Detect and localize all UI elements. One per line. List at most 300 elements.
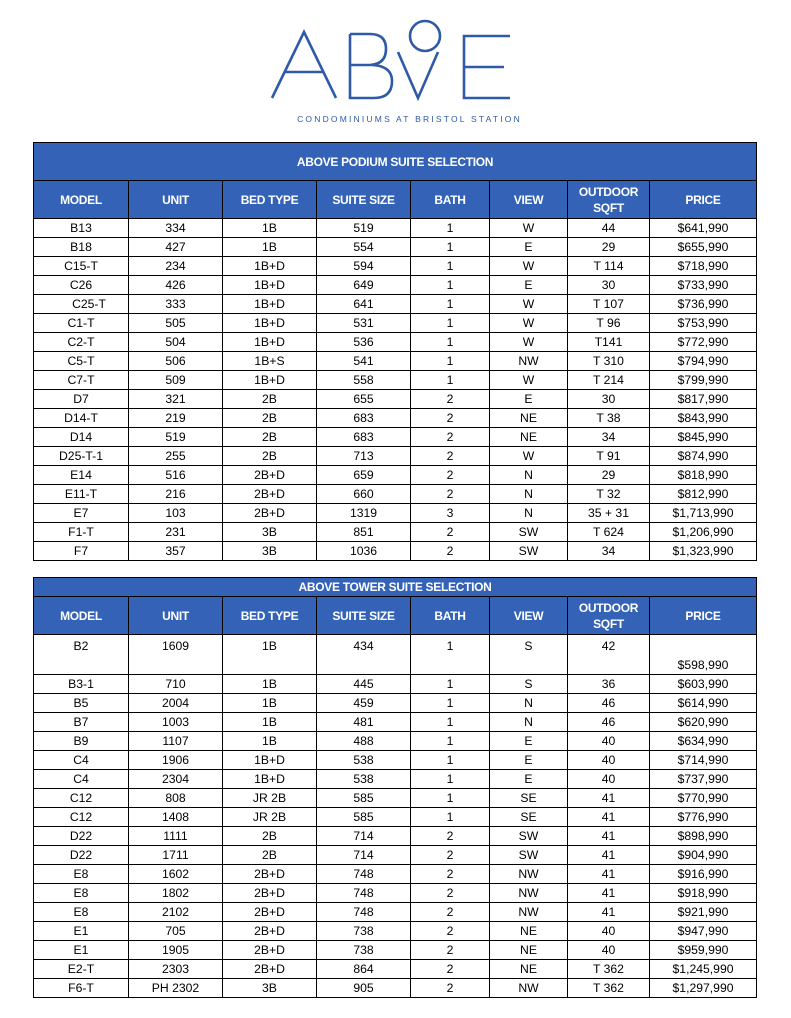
cell-bath: 2 <box>411 884 490 903</box>
cell-unit: 334 <box>129 219 223 238</box>
cell-view: SE <box>490 808 568 827</box>
cell-suite-size: 713 <box>317 447 411 466</box>
table-row <box>34 219 757 238</box>
cell-suite-size: 445 <box>317 675 411 694</box>
table-row <box>34 523 757 542</box>
table-row <box>34 447 757 466</box>
cell-bed-type: 1B <box>223 675 317 694</box>
cell-suite-size: 738 <box>317 922 411 941</box>
cell-suite-size: 649 <box>317 276 411 295</box>
cell-model: C15-T <box>34 257 129 276</box>
cell-bed-type: 2B+D <box>223 884 317 903</box>
cell-suite-size: 558 <box>317 371 411 390</box>
cell-view: E <box>490 276 568 295</box>
cell-view: W <box>490 219 568 238</box>
cell-unit: 219 <box>129 409 223 428</box>
cell-unit: 516 <box>129 466 223 485</box>
cell-bed-type: 2B <box>223 390 317 409</box>
cell-bath: 2 <box>411 846 490 865</box>
table-row <box>34 314 757 333</box>
tagline: CONDOMINIUMS AT BRISTOL STATION <box>297 114 522 124</box>
cell-view: N <box>490 485 568 504</box>
cell-unit: 1602 <box>129 865 223 884</box>
cell-outdoor-sqft: T 214 <box>568 371 650 390</box>
cell-bed-type: 1B <box>223 238 317 257</box>
cell-bath: 1 <box>411 808 490 827</box>
cell-price: $772,990 <box>650 333 757 352</box>
cell-suite-size: 594 <box>317 257 411 276</box>
col-view: VIEW <box>490 597 568 635</box>
cell-bath: 1 <box>411 751 490 770</box>
cell-unit: 1905 <box>129 941 223 960</box>
table-row <box>34 371 757 390</box>
col-outdoor-sqft <box>568 597 650 635</box>
cell-suite-size: 538 <box>317 751 411 770</box>
cell-bed-type: 2B+D <box>223 960 317 979</box>
cell-view: W <box>490 447 568 466</box>
cell-model: C25-T <box>34 295 129 314</box>
cell-bath: 1 <box>411 694 490 713</box>
col-model: MODEL <box>34 597 129 635</box>
cell-suite-size: 481 <box>317 713 411 732</box>
cell-view: N <box>490 713 568 732</box>
cell-bed-type: 1B <box>223 635 317 675</box>
cell-view: NW <box>490 903 568 922</box>
cell-bath: 1 <box>411 352 490 371</box>
cell-outdoor-sqft: T 114 <box>568 257 650 276</box>
cell-model: D22 <box>34 846 129 865</box>
cell-price: $817,990 <box>650 390 757 409</box>
cell-unit: 808 <box>129 789 223 808</box>
cell-model: F6-T <box>34 979 129 998</box>
cell-bath: 1 <box>411 295 490 314</box>
cell-suite-size: 531 <box>317 314 411 333</box>
cell-price: $776,990 <box>650 808 757 827</box>
cell-suite-size: 748 <box>317 884 411 903</box>
cell-unit: 255 <box>129 447 223 466</box>
cell-unit: 2303 <box>129 960 223 979</box>
col-view: VIEW <box>490 181 568 219</box>
cell-model: E8 <box>34 884 129 903</box>
table-row <box>34 713 757 732</box>
cell-suite-size: 714 <box>317 846 411 865</box>
cell-outdoor-sqft: 40 <box>568 751 650 770</box>
cell-view: SE <box>490 789 568 808</box>
cell-suite-size: 1036 <box>317 542 411 561</box>
col-bed-type: BED TYPE <box>223 597 317 635</box>
cell-price: $799,990 <box>650 371 757 390</box>
table-row <box>34 827 757 846</box>
table-row <box>34 903 757 922</box>
table-row <box>34 960 757 979</box>
col-bed-type: BED TYPE <box>223 181 317 219</box>
cell-model: B13 <box>34 219 129 238</box>
cell-view: SW <box>490 827 568 846</box>
col-outdoor-line1: OUTDOOR <box>578 600 639 615</box>
table-row <box>34 466 757 485</box>
cell-model: C5-T <box>34 352 129 371</box>
cell-outdoor-sqft: 30 <box>568 276 650 295</box>
cell-suite-size: 683 <box>317 428 411 447</box>
cell-suite-size: 659 <box>317 466 411 485</box>
cell-unit: 2102 <box>129 903 223 922</box>
cell-bed-type: 2B+D <box>223 903 317 922</box>
cell-bath: 1 <box>411 713 490 732</box>
cell-unit: 1906 <box>129 751 223 770</box>
cell-bath: 2 <box>411 827 490 846</box>
cell-suite-size: 434 <box>317 635 411 675</box>
cell-price: $904,990 <box>650 846 757 865</box>
cell-price: $959,990 <box>650 941 757 960</box>
cell-bed-type: 1B <box>223 219 317 238</box>
cell-price: $1,297,990 <box>650 979 757 998</box>
cell-model: D22 <box>34 827 129 846</box>
cell-bath: 2 <box>411 523 490 542</box>
cell-bed-type: 1B+D <box>223 371 317 390</box>
cell-bath: 1 <box>411 732 490 751</box>
cell-model: C1-T <box>34 314 129 333</box>
cell-bed-type: 3B <box>223 542 317 561</box>
cell-bath: 1 <box>411 371 490 390</box>
cell-view: NE <box>490 409 568 428</box>
cell-model: B7 <box>34 713 129 732</box>
col-unit: UNIT <box>129 181 223 219</box>
cell-suite-size: 738 <box>317 941 411 960</box>
cell-suite-size: 585 <box>317 808 411 827</box>
cell-bath: 1 <box>411 219 490 238</box>
table-row <box>34 979 757 998</box>
table-row <box>34 276 757 295</box>
tower-table-title: ABOVE TOWER SUITE SELECTION <box>34 578 757 597</box>
cell-price: $603,990 <box>650 675 757 694</box>
col-outdoor-line2: SQFT <box>593 616 624 631</box>
col-suite-size: SUITE SIZE <box>317 597 411 635</box>
cell-unit: 519 <box>129 428 223 447</box>
cell-price: $1,245,990 <box>650 960 757 979</box>
cell-unit: 504 <box>129 333 223 352</box>
cell-bed-type: 2B+D <box>223 941 317 960</box>
cell-view: N <box>490 504 568 523</box>
cell-model: D25-T-1 <box>34 447 129 466</box>
cell-bed-type: 2B+D <box>223 466 317 485</box>
cell-bed-type: 1B+D <box>223 276 317 295</box>
cell-view: W <box>490 333 568 352</box>
cell-unit: 321 <box>129 390 223 409</box>
cell-bed-type: 2B+D <box>223 865 317 884</box>
cell-unit: 1609 <box>129 635 223 675</box>
cell-bath: 2 <box>411 979 490 998</box>
cell-unit: 333 <box>129 295 223 314</box>
cell-price: $733,990 <box>650 276 757 295</box>
cell-price: $718,990 <box>650 257 757 276</box>
cell-bed-type: 1B+D <box>223 333 317 352</box>
above-logo-mark <box>268 14 528 104</box>
col-price: PRICE <box>650 597 757 635</box>
cell-model: E8 <box>34 865 129 884</box>
cell-price: $634,990 <box>650 732 757 751</box>
cell-outdoor-sqft: T 310 <box>568 352 650 371</box>
cell-outdoor-sqft: 42 <box>568 635 650 675</box>
table-row <box>34 485 757 504</box>
cell-unit: 357 <box>129 542 223 561</box>
cell-view: SW <box>490 542 568 561</box>
cell-view: NW <box>490 884 568 903</box>
col-outdoor-line1: OUTDOOR <box>578 184 639 199</box>
cell-bath: 3 <box>411 504 490 523</box>
cell-model: C7-T <box>34 371 129 390</box>
cell-bed-type: 2B <box>223 447 317 466</box>
col-outdoor-line2: SQFT <box>593 200 624 215</box>
cell-outdoor-sqft: 34 <box>568 428 650 447</box>
cell-bed-type: 2B <box>223 428 317 447</box>
cell-view: W <box>490 295 568 314</box>
cell-outdoor-sqft: 29 <box>568 238 650 257</box>
cell-view: NW <box>490 979 568 998</box>
cell-bath: 2 <box>411 428 490 447</box>
cell-unit: 509 <box>129 371 223 390</box>
table-row <box>34 789 757 808</box>
brand-logo <box>0 0 791 135</box>
cell-price: $736,990 <box>650 295 757 314</box>
cell-price: $655,990 <box>650 238 757 257</box>
cell-suite-size: 459 <box>317 694 411 713</box>
cell-view: W <box>490 371 568 390</box>
cell-bath: 1 <box>411 314 490 333</box>
cell-view: NE <box>490 922 568 941</box>
cell-bed-type: 1B+S <box>223 352 317 371</box>
cell-view: W <box>490 314 568 333</box>
cell-bed-type: 1B+D <box>223 751 317 770</box>
cell-unit: 1408 <box>129 808 223 827</box>
cell-model: F7 <box>34 542 129 561</box>
cell-bath: 2 <box>411 865 490 884</box>
cell-bath: 2 <box>411 466 490 485</box>
cell-outdoor-sqft: T 38 <box>568 409 650 428</box>
cell-outdoor-sqft: 41 <box>568 884 650 903</box>
cell-unit: 231 <box>129 523 223 542</box>
cell-price: $818,990 <box>650 466 757 485</box>
col-bath: BATH <box>411 597 490 635</box>
cell-model: E1 <box>34 922 129 941</box>
cell-suite-size: 905 <box>317 979 411 998</box>
cell-outdoor-sqft: T 107 <box>568 295 650 314</box>
cell-outdoor-sqft: 46 <box>568 694 650 713</box>
cell-model: B3-1 <box>34 675 129 694</box>
cell-bed-type: JR 2B <box>223 789 317 808</box>
cell-model: D14-T <box>34 409 129 428</box>
cell-outdoor-sqft: T 32 <box>568 485 650 504</box>
cell-view: SW <box>490 846 568 865</box>
cell-outdoor-sqft: 40 <box>568 732 650 751</box>
cell-bath: 1 <box>411 789 490 808</box>
cell-outdoor-sqft: 41 <box>568 789 650 808</box>
cell-bed-type: 2B+D <box>223 922 317 941</box>
cell-unit: 1802 <box>129 884 223 903</box>
cell-price: $620,990 <box>650 713 757 732</box>
cell-unit: PH 2302 <box>129 979 223 998</box>
cell-unit: 506 <box>129 352 223 371</box>
cell-model: C4 <box>34 751 129 770</box>
cell-bath: 1 <box>411 333 490 352</box>
cell-suite-size: 851 <box>317 523 411 542</box>
cell-model: B18 <box>34 238 129 257</box>
tower-suite-table <box>33 577 757 998</box>
cell-price: $916,990 <box>650 865 757 884</box>
cell-model: F1-T <box>34 523 129 542</box>
cell-bath: 2 <box>411 542 490 561</box>
cell-view: N <box>490 466 568 485</box>
cell-price: $843,990 <box>650 409 757 428</box>
table-row <box>34 941 757 960</box>
col-suite-size: SUITE SIZE <box>317 181 411 219</box>
cell-price: $1,713,990 <box>650 504 757 523</box>
cell-bed-type: 1B+D <box>223 257 317 276</box>
cell-bed-type: 1B <box>223 694 317 713</box>
cell-price: $898,990 <box>650 827 757 846</box>
cell-bed-type: 1B+D <box>223 314 317 333</box>
cell-view: NE <box>490 960 568 979</box>
cell-bath: 1 <box>411 257 490 276</box>
cell-outdoor-sqft: T 362 <box>568 979 650 998</box>
cell-bath: 2 <box>411 409 490 428</box>
cell-view: NE <box>490 428 568 447</box>
cell-outdoor-sqft: 35 + 31 <box>568 504 650 523</box>
table-row <box>34 504 757 523</box>
cell-outdoor-sqft: 40 <box>568 770 650 789</box>
cell-suite-size: 585 <box>317 789 411 808</box>
table-row <box>34 390 757 409</box>
cell-bath: 2 <box>411 903 490 922</box>
cell-model: B9 <box>34 732 129 751</box>
col-bath: BATH <box>411 181 490 219</box>
cell-unit: 1003 <box>129 713 223 732</box>
cell-unit: 505 <box>129 314 223 333</box>
table-row <box>34 238 757 257</box>
cell-model: C4 <box>34 770 129 789</box>
cell-bed-type: 1B <box>223 713 317 732</box>
cell-price: $845,990 <box>650 428 757 447</box>
table-row <box>34 295 757 314</box>
cell-price: $770,990 <box>650 789 757 808</box>
cell-suite-size: 541 <box>317 352 411 371</box>
cell-outdoor-sqft: 36 <box>568 675 650 694</box>
cell-bath: 1 <box>411 675 490 694</box>
cell-bath: 2 <box>411 390 490 409</box>
table-row <box>34 352 757 371</box>
cell-outdoor-sqft: 40 <box>568 941 650 960</box>
cell-unit: 1107 <box>129 732 223 751</box>
cell-bed-type: 2B+D <box>223 504 317 523</box>
col-unit: UNIT <box>129 597 223 635</box>
cell-suite-size: 554 <box>317 238 411 257</box>
cell-model: E7 <box>34 504 129 523</box>
cell-view: S <box>490 635 568 675</box>
cell-unit: 710 <box>129 675 223 694</box>
cell-bath: 1 <box>411 635 490 675</box>
cell-suite-size: 748 <box>317 865 411 884</box>
cell-price: $947,990 <box>650 922 757 941</box>
table-row <box>34 675 757 694</box>
cell-outdoor-sqft: 41 <box>568 808 650 827</box>
cell-outdoor-sqft: 41 <box>568 827 650 846</box>
cell-bed-type: 1B+D <box>223 295 317 314</box>
col-outdoor-sqft <box>568 181 650 219</box>
cell-outdoor-sqft: 41 <box>568 903 650 922</box>
cell-model: E2-T <box>34 960 129 979</box>
cell-suite-size: 660 <box>317 485 411 504</box>
cell-suite-size: 683 <box>317 409 411 428</box>
cell-model: C26 <box>34 276 129 295</box>
cell-unit: 103 <box>129 504 223 523</box>
cell-suite-size: 748 <box>317 903 411 922</box>
cell-unit: 234 <box>129 257 223 276</box>
podium-table-title: ABOVE PODIUM SUITE SELECTION <box>34 143 757 181</box>
cell-price: $641,990 <box>650 219 757 238</box>
cell-bath: 2 <box>411 922 490 941</box>
table-row <box>34 846 757 865</box>
cell-unit: 2304 <box>129 770 223 789</box>
cell-bath: 2 <box>411 941 490 960</box>
cell-suite-size: 641 <box>317 295 411 314</box>
cell-model: D7 <box>34 390 129 409</box>
cell-unit: 427 <box>129 238 223 257</box>
col-model: MODEL <box>34 181 129 219</box>
cell-outdoor-sqft: 40 <box>568 922 650 941</box>
cell-bed-type: 3B <box>223 523 317 542</box>
table-row <box>34 409 757 428</box>
cell-bed-type: 2B <box>223 846 317 865</box>
cell-bath: 2 <box>411 960 490 979</box>
table-row <box>34 257 757 276</box>
cell-suite-size: 1319 <box>317 504 411 523</box>
table-row <box>34 635 757 675</box>
cell-price: $921,990 <box>650 903 757 922</box>
cell-view: W <box>490 257 568 276</box>
cell-unit: 426 <box>129 276 223 295</box>
cell-model: E11-T <box>34 485 129 504</box>
cell-unit: 705 <box>129 922 223 941</box>
cell-view: NE <box>490 941 568 960</box>
col-price: PRICE <box>650 181 757 219</box>
cell-bed-type: 2B <box>223 409 317 428</box>
cell-outdoor-sqft: T 96 <box>568 314 650 333</box>
cell-price: $714,990 <box>650 751 757 770</box>
cell-bed-type: 1B+D <box>223 770 317 789</box>
table-row <box>34 751 757 770</box>
cell-view: N <box>490 694 568 713</box>
table-row <box>34 865 757 884</box>
cell-outdoor-sqft: T 91 <box>568 447 650 466</box>
podium-suite-table <box>33 142 757 561</box>
cell-view: E <box>490 751 568 770</box>
table-row <box>34 884 757 903</box>
cell-suite-size: 655 <box>317 390 411 409</box>
cell-model: B2 <box>34 635 129 675</box>
cell-price: $1,323,990 <box>650 542 757 561</box>
cell-model: E14 <box>34 466 129 485</box>
cell-bath: 1 <box>411 238 490 257</box>
cell-price: $614,990 <box>650 694 757 713</box>
cell-suite-size: 538 <box>317 770 411 789</box>
table-row <box>34 542 757 561</box>
cell-unit: 2004 <box>129 694 223 713</box>
cell-price: $874,990 <box>650 447 757 466</box>
cell-suite-size: 488 <box>317 732 411 751</box>
cell-model: B5 <box>34 694 129 713</box>
cell-view: E <box>490 238 568 257</box>
cell-price: $753,990 <box>650 314 757 333</box>
cell-suite-size: 714 <box>317 827 411 846</box>
